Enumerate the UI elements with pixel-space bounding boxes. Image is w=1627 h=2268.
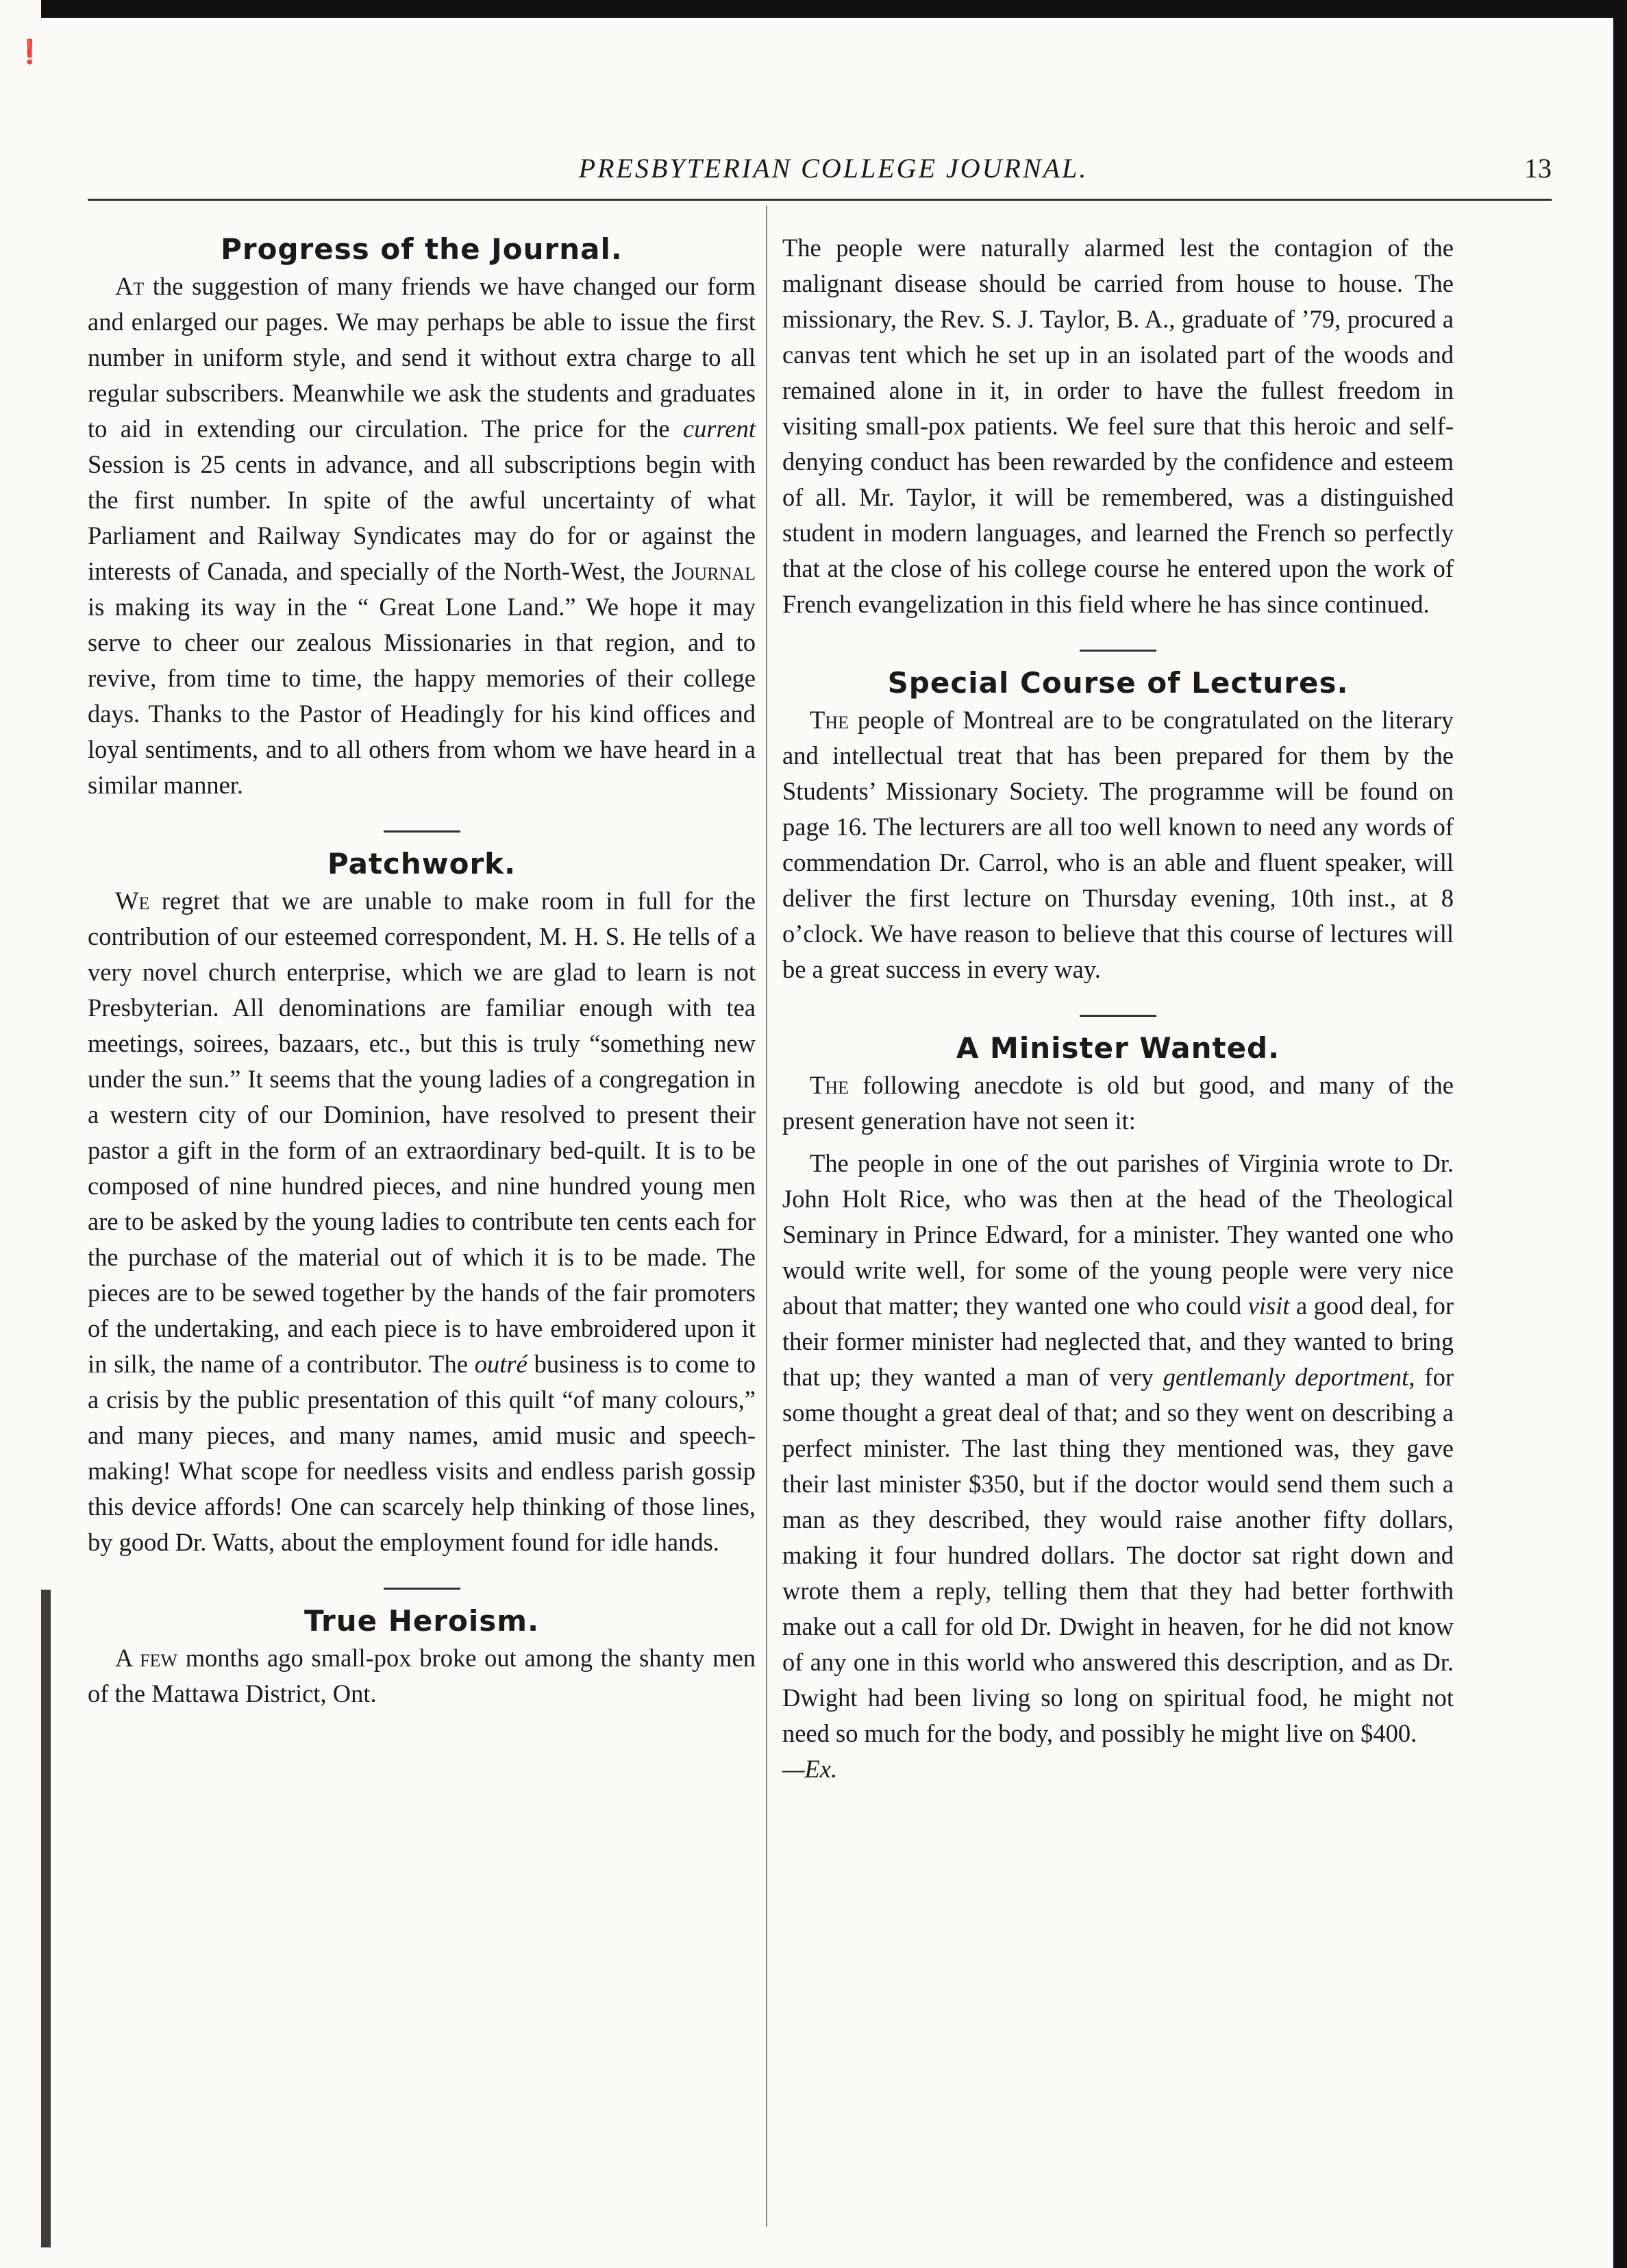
section-rule <box>384 1588 460 1590</box>
article-patchwork <box>88 845 756 1560</box>
article-body: A few months ago small-pox broke out among the shanty men of the Mattawa District, Ont. <box>88 1644 756 1708</box>
column-divider <box>766 206 767 2227</box>
scan-right-edge <box>1613 0 1627 2268</box>
running-title: PRESBYTERIAN COLLEGE JOURNAL. <box>578 153 1089 184</box>
article-heading: Progress of the Journal. <box>221 232 623 266</box>
scan-top-edge <box>41 0 1627 18</box>
article-intro: The following anecdote is old but good, and many of the present generation have not seen it: <box>782 1071 1454 1135</box>
article-lectures <box>782 664 1454 987</box>
page-header <box>88 152 1579 193</box>
scan-binding-shadow <box>41 1590 51 2247</box>
article-heading: Special Course of Lectures. <box>887 666 1349 700</box>
article-minister <box>782 1029 1454 1787</box>
article-quote: The people in one of the out parishes of Virginia wrote to Dr. John Holt Rice, who was then at the head of the Theological Seminary in Prince Edward, for a minister. They wanted one who would write well, for some of the young people were very nice about that matter; they wanted one who could visit a good deal, for their former minister had neglected that, and they wanted to bring that up; they wanted a man of very gentlemanly deportment, for some thought a great deal of that; and so they went on describing a perfect minister. The last thing they mentioned was, they gave their last minister $350, but if the doctor would send them such a man as they described, they would raise another fifty dollars, making it four hundred dollars. The doctor sat right down and wrote them a reply, telling them that they had better forthwith make out a call for old Dr. Dwight in heaven, for he did not know of any one in this world who answered this description, and as Dr. Dwight had been living so long on spiritual food, he might not need so much for the body, and possibly he might live on $400. <box>782 1149 1454 1747</box>
article-body: We regret that we are unable to make room in full for the contribution of our esteemed correspondent, M. H. S. He tells of a very novel church enterprise, which we are glad to learn is not Presbyterian. All denominations are familiar enough with tea meetings, soirees, bazaars, etc., but this is truly “something new under the sun.” It seems that the young ladies of a congregation in a western city of our Dominion, have resolved to present their pastor a gift in the form of an extraordinary bed-quilt. It is to be composed of nine hundred pieces, and nine hundred young men are to be asked by the young ladies to contribute ten cents each for the purchase of the material out of which it is to be made. The pieces are to be sewed together by the hands of the fair promoters of the undertaking, and each piece is to have embroidered upon it in silk, the name of a contributor. The outré business is to come to a crisis by the public presentation of this quilt “of many colours,” and many pieces, and many names, amid music and speech-making! What scope for needless visits and endless parish gossip this device affords! One can scarcely help thinking of those lines, by good Dr. Watts, about the employment found for idle hands. <box>88 887 756 1556</box>
article-heroism <box>88 1602 756 1712</box>
article-heading: True Heroism. <box>303 1604 540 1638</box>
article-heading: Patchwork. <box>327 847 517 880</box>
left-column <box>88 230 756 1712</box>
article-body: At the suggestion of many friends we have changed our form and enlarged our pages. We may perhaps be able to issue the first number in uniform style, and send it without extra charge to all regular subscribers. Meanwhile we ask the students and graduates to aid in extending our circulation. The price for the current Session is 25 cents in advance, and all subscriptions begin with the first number. In spite of the awful uncertainty of what Parliament and Railway Syndicates may do for or against the interests of Canada, and specially of the North-West, the Journal is making its way in the “ Great Lone Land.” We hope it may serve to cheer our zealous Missionaries in that region, and to revive, from time to time, the happy memories of their college days. Thanks to the Pastor of Headingly for his kind offices and loyal sentiments, and to all others from whom we have heard in a similar manner. <box>88 272 756 799</box>
section-rule <box>1080 1015 1156 1017</box>
article-body-continued: The people were naturally alarmed lest the contagion of the malignant disease should be carried from house to house. The missionary, the Rev. S. J. Taylor, B. A., graduate of ’79, procured a canvas tent which he set up in an isolated part of the woods and remained alone in it, in order to have the fullest freedom in visiting small-pox patients. We feel sure that this heroic and self-denying conduct has been rewarded by the confidence and esteem of all. Mr. Taylor, it will be remembered, was a distinguished student in modern languages, and learned the French so perfectly that at the close of his college course he entered upon the work of French evangelization in this field where he has since continued. <box>782 234 1454 618</box>
ink-mark: ❗ <box>15 40 45 65</box>
article-body: The people of Montreal are to be congratulated on the literary and intellectual treat that has been prepared for them by the Students’ Missionary Society. The programme will be found on page 16. The lecturers are all too well known to need any words of commendation Dr. Carrol, who is an able and fluent speaker, will deliver the first lecture on Thursday evening, 10th inst., at 8 o’clock. We have reason to believe that this course of lectures will be a great success in every way. <box>782 706 1454 983</box>
header-rule <box>88 199 1552 201</box>
section-rule <box>384 830 460 833</box>
right-column <box>782 230 1454 1787</box>
page-number: 13 <box>1524 153 1552 184</box>
article-progress <box>88 230 756 803</box>
article-source: —Ex. <box>782 1755 838 1783</box>
article-heading: A Minister Wanted. <box>956 1031 1280 1065</box>
section-rule <box>1080 650 1156 652</box>
